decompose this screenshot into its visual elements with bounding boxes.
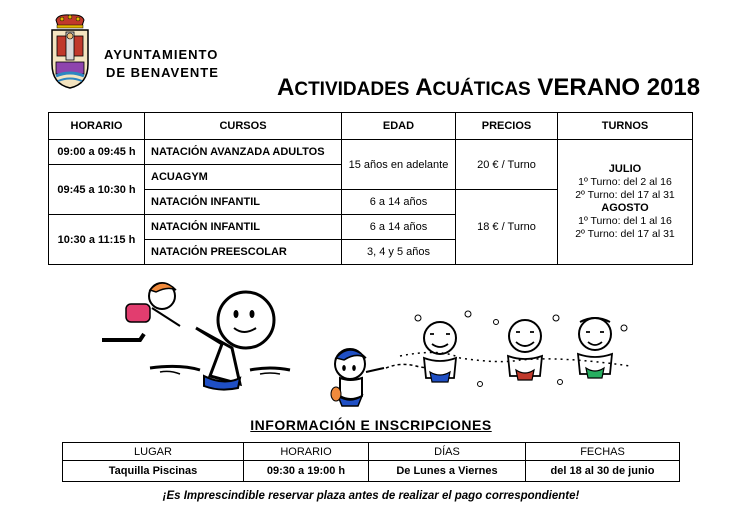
price-cell: 20 € / Turno	[456, 140, 558, 190]
course-cell: ACUAGYM	[145, 165, 342, 190]
course-cell: NATACIÓN INFANTIL	[145, 215, 342, 240]
schedule-table	[48, 112, 693, 265]
age-cell: 3, 4 y 5 años	[342, 240, 456, 265]
title-rest-2: CUÁTICAS	[432, 79, 531, 100]
august-turn-2: 2º Turno: del 17 al 31	[575, 228, 675, 240]
info-dias-value: De Lunes a Viernes	[369, 461, 526, 482]
august-turn-1: 1º Turno: del 1 al 16	[578, 215, 672, 227]
info-table	[62, 442, 680, 482]
info-fechas-value: del 18 al 30 de junio	[526, 461, 680, 482]
info-header-horario: HORARIO	[244, 443, 369, 461]
july-turn-2: 2º Turno: del 17 al 31	[575, 189, 675, 201]
title-initial-1: A	[277, 74, 295, 101]
page-title	[277, 74, 700, 102]
header-horario: HORARIO	[49, 113, 145, 140]
info-lugar-value: Taquilla Piscinas	[63, 461, 244, 482]
turns-cell	[558, 140, 693, 265]
time-cell: 10:30 a 11:15 h	[49, 215, 145, 265]
title-rest-1: CTIVIDADES	[294, 79, 410, 100]
course-cell: NATACIÓN PREESCOLAR	[145, 240, 342, 265]
price-cell: 18 € / Turno	[456, 190, 558, 265]
splashing-kids-group	[400, 311, 630, 387]
header-turnos: TURNOS	[558, 113, 693, 140]
info-header-fechas: FECHAS	[526, 443, 680, 461]
header-precios: PRECIOS	[456, 113, 558, 140]
time-cell: 09:00 a 09:45 h	[49, 140, 145, 165]
time-cell: 09:45 a 10:30 h	[49, 165, 145, 215]
swimmers-illustration	[100, 278, 640, 408]
july-label: JULIO	[608, 163, 642, 175]
july-turn-1: 1º Turno: del 2 al 16	[578, 176, 672, 188]
title-year: VERANO 2018	[537, 74, 701, 101]
age-cell: 15 años en adelante	[342, 140, 456, 190]
info-header-row	[63, 443, 680, 461]
org-line-2: DE BENAVENTE	[106, 65, 219, 80]
footer-note: ¡Es Imprescindible reservar plaza antes de realizar el pago correspondiente!	[162, 490, 580, 502]
header-cursos: CURSOS	[145, 113, 342, 140]
info-value-row	[63, 461, 680, 482]
info-horario-value: 09:30 a 19:00 h	[244, 461, 369, 482]
info-header-dias: DÍAS	[369, 443, 526, 461]
title-initial-2: A	[415, 74, 433, 101]
course-cell: NATACIÓN AVANZADA ADULTOS	[145, 140, 342, 165]
info-header-lugar: LUGAR	[63, 443, 244, 461]
table-row	[49, 140, 693, 165]
header-edad: EDAD	[342, 113, 456, 140]
age-cell: 6 a 14 años	[342, 215, 456, 240]
organization-name	[104, 46, 219, 82]
course-cell: NATACIÓN INFANTIL	[145, 190, 342, 215]
age-cell: 6 a 14 años	[342, 190, 456, 215]
benavente-coat-of-arms-logo	[48, 14, 92, 90]
table-header-row	[49, 113, 693, 140]
org-line-1: AYUNTAMIENTO	[104, 47, 219, 62]
diving-kid-figure	[102, 283, 180, 340]
august-label: AGOSTO	[601, 202, 649, 214]
info-section-title: INFORMACIÓN E INSCRIPCIONES	[250, 417, 492, 433]
